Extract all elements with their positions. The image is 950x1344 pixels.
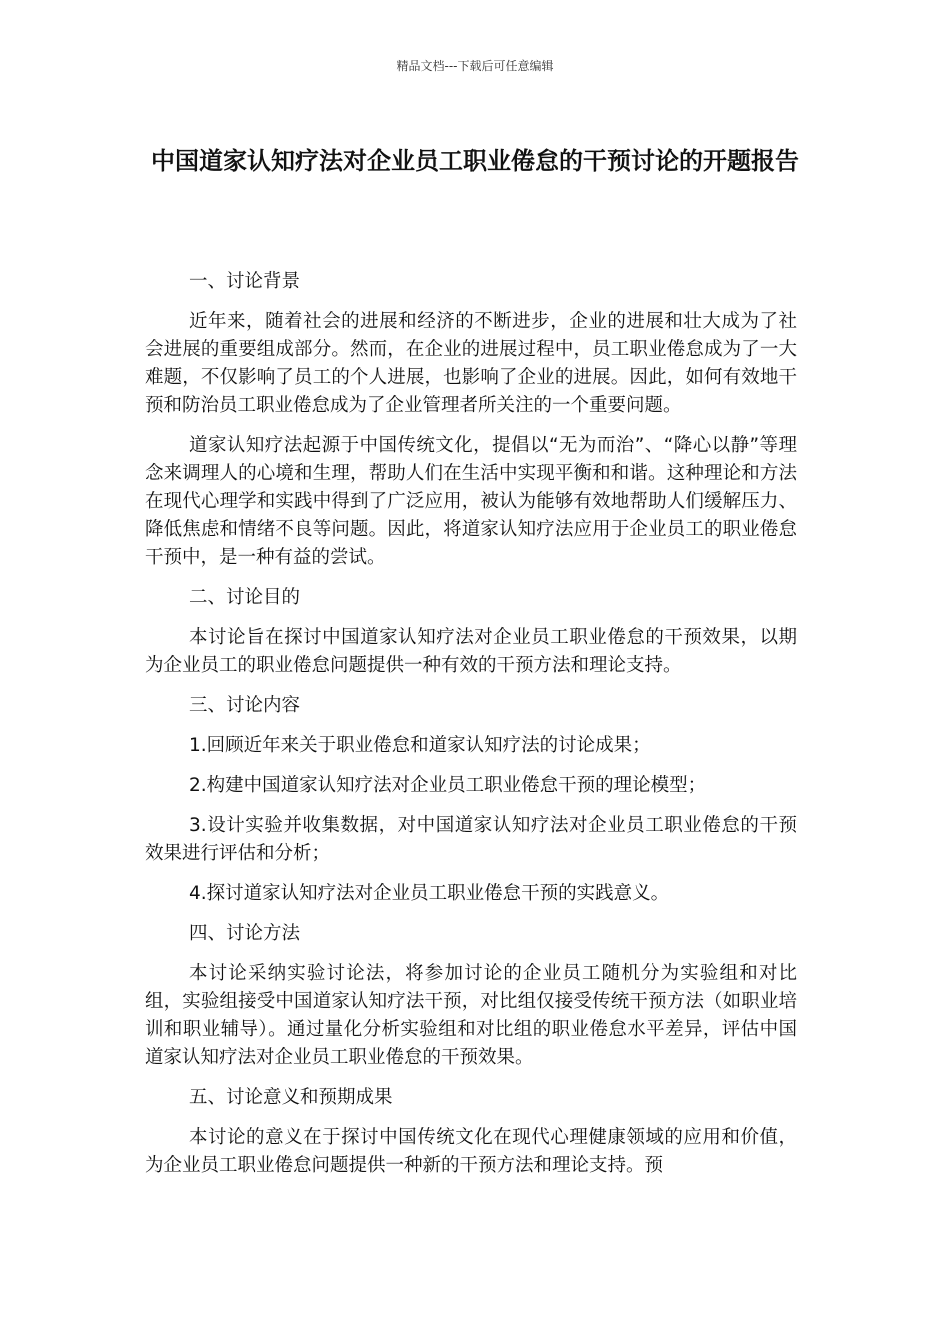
list-item: 2.构建中国道家认知疗法对企业员工职业倦怠干预的理论模型； — [189, 775, 707, 796]
section-background — [145, 268, 797, 572]
section-purpose — [145, 584, 797, 680]
section-method — [145, 920, 797, 1072]
section-heading: 三、讨论内容 — [189, 695, 301, 716]
section-significance — [145, 1084, 797, 1180]
document-body — [145, 268, 797, 1192]
list-item: 1.回顾近年来关于职业倦怠和道家认知疗法的讨论成果； — [189, 735, 651, 756]
paragraph: 道家认知疗法起源于中国传统文化，提倡以“无为而治”、“降心以静”等理念来调理人的心境和生理，帮助人们在生活中实现平衡和和谐。这种理论和方法在现代心理学和实践中得到了广泛应用，被认为能够有效地帮助人们缓解压力、降低焦虑和情绪不良等问题。因此，将道家认知疗法应用于企业员工的职业倦怠干预中，是一种有益的尝试。 — [145, 435, 797, 568]
section-heading: 一、讨论背景 — [189, 271, 301, 292]
section-heading: 五、讨论意义和预期成果 — [189, 1087, 393, 1108]
paragraph: 近年来，随着社会的进展和经济的不断进步，企业的进展和壮大成为了社会进展的重要组成部分。然而，在企业的进展过程中，员工职业倦怠成为了一大难题，不仅影响了员工的个人进展，也影响了企业的进展。因此，如何有效地干预和防治员工职业倦怠成为了企业管理者所关注的一个重要问题。 — [145, 311, 797, 416]
paragraph: 本讨论旨在探讨中国道家认知疗法对企业员工职业倦怠的干预效果，以期为企业员工的职业倦怠问题提供一种有效的干预方法和理论支持。 — [145, 627, 797, 676]
document-title: 中国道家认知疗法对企业员工职业倦怠的干预讨论的开题报告 — [151, 147, 799, 175]
header-note: 精品文档---下载后可任意编辑 — [396, 59, 554, 73]
paragraph: 本讨论采纳实验讨论法，将参加讨论的企业员工随机分为实验组和对比组，实验组接受中国道家认知疗法干预，对比组仅接受传统干预方法（如职业培训和职业辅导）。通过量化分析实验组和对比组的职业倦怠水平差异，评估中国道家认知疗法对企业员工职业倦怠的干预效果。 — [145, 963, 797, 1068]
section-heading: 二、讨论目的 — [189, 587, 301, 608]
list-item: 3.设计实验并收集数据，对中国道家认知疗法对企业员工职业倦怠的干预效果进行评估和分析； — [145, 815, 797, 864]
section-heading: 四、讨论方法 — [189, 923, 301, 944]
paragraph: 本讨论的意义在于探讨中国传统文化在现代心理健康领域的应用和价值，为企业员工职业倦怠问题提供一种新的干预方法和理论支持。预 — [145, 1127, 797, 1176]
section-content — [145, 692, 797, 908]
list-item: 4.探讨道家认知疗法对企业员工职业倦怠干预的实践意义。 — [189, 883, 670, 904]
